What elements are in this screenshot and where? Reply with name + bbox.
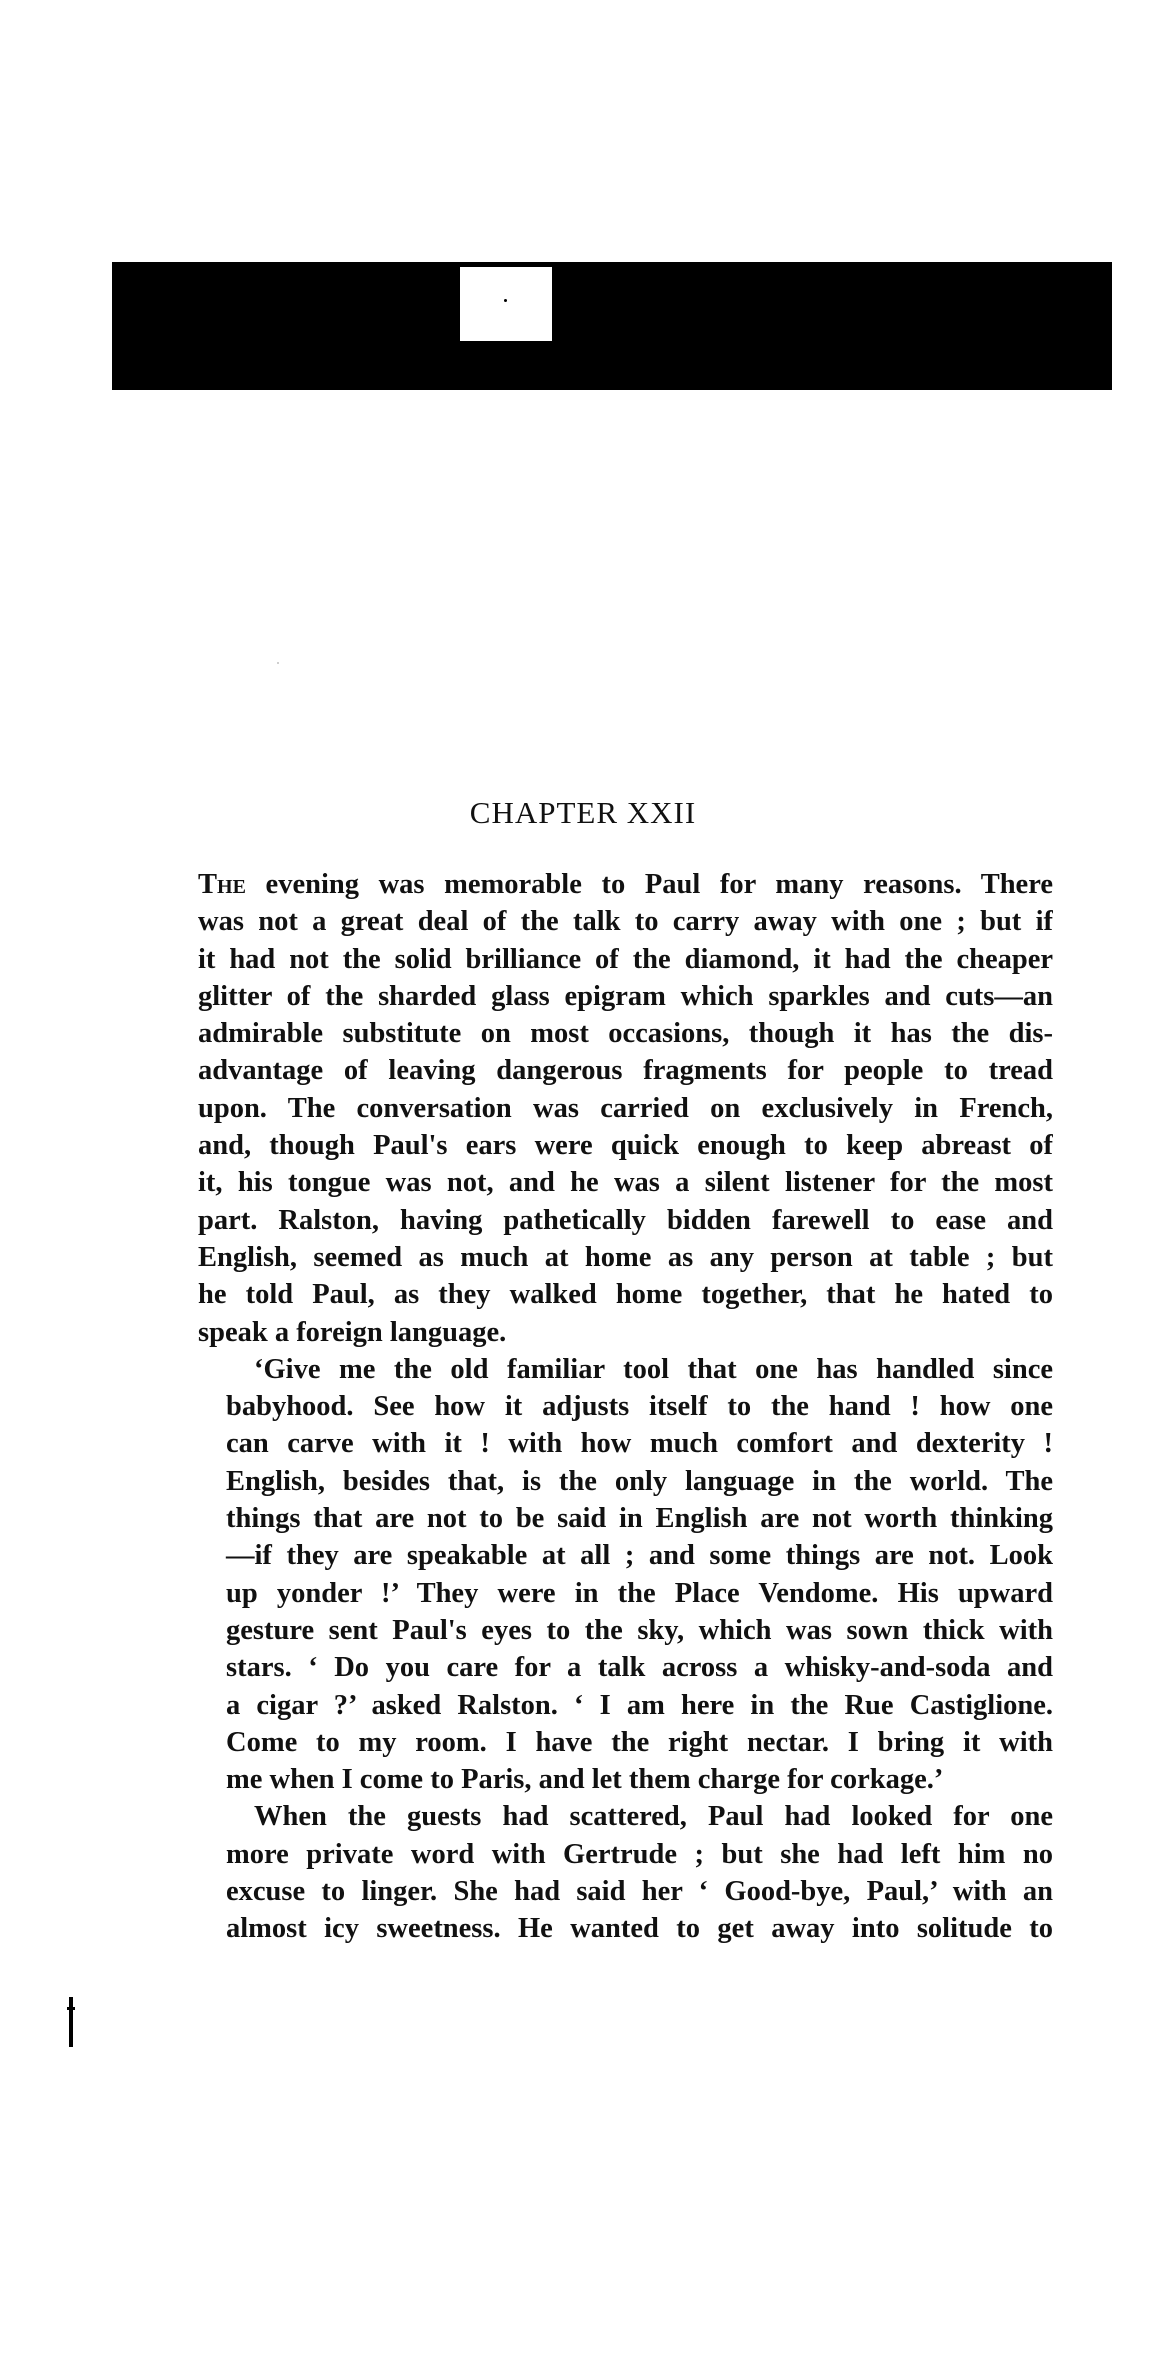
text-line: a cigar ?’ asked Ralston. ‘ I am here in the Rue Castiglione. <box>226 1689 1053 1721</box>
text-line: up yonder !’ They were in the Place Vendome. His upward <box>226 1577 1053 1609</box>
text-line: me when I come to Paris, and let them charge for corkage.’ <box>226 1764 944 1796</box>
text-line: Come to my room. I have the right nectar. I bring it with <box>226 1726 1053 1758</box>
margin-mark <box>69 1997 73 2047</box>
text-line: upon. The conversation was carried on exclusively in French, <box>198 1092 1053 1124</box>
text-line: things that are not to be said in English are not worth thinking <box>226 1503 1053 1535</box>
paragraph-1 <box>198 866 1053 1351</box>
paragraph-3 <box>198 1798 1053 1947</box>
scan-dot <box>504 299 507 302</box>
text-line: The evening was memorable to Paul for many reasons. There <box>198 869 1053 900</box>
text-line: stars. ‘ Do you care for a talk across a whisky-and-soda and <box>226 1652 1053 1684</box>
text-line: gesture sent Paul's eyes to the sky, which was sown thick with <box>226 1614 1053 1646</box>
text-line: almost icy sweetness. He wanted to get away into solitude to <box>226 1913 1053 1945</box>
text-line: part. Ralston, having pathetically bidden farewell to ease and <box>198 1204 1053 1236</box>
text-line: admirable substitute on most occasions, though it has the dis- <box>198 1018 1053 1050</box>
drop-lead: The <box>198 869 246 900</box>
body-text <box>198 866 1053 1948</box>
text-line: excuse to linger. She had said her ‘ Good-bye, Paul,’ with an <box>226 1876 1053 1908</box>
text-line: speak a foreign language. <box>198 1316 507 1348</box>
text-line: it had not the solid brilliance of the diamond, it had the cheaper <box>198 943 1053 975</box>
text-line: English, seemed as much at home as any person at table ; but <box>198 1241 1053 1273</box>
paragraph-2 <box>198 1351 1053 1799</box>
scan-black-bar <box>112 262 1112 390</box>
text-line: ‘Give me the old familiar tool that one has handled since <box>254 1353 1053 1385</box>
text-line: —if they are speakable at all ; and some things are not. Look <box>226 1540 1053 1572</box>
text-line: and, though Paul's ears were quick enough to keep abreast of <box>198 1130 1053 1162</box>
text-line: can carve with it ! with how much comfort and dexterity ! <box>226 1428 1053 1460</box>
text-line: he told Paul, as they walked home together, that he hated to <box>198 1279 1053 1311</box>
scan-notch <box>460 267 552 341</box>
text-line: babyhood. See how it adjusts itself to the hand ! how one <box>226 1391 1053 1423</box>
text-line: glitter of the sharded glass epigram which sparkles and cuts—an <box>198 980 1053 1012</box>
text-line: advantage of leaving dangerous fragments for people to tread <box>198 1055 1053 1087</box>
text-line: English, besides that, is the only language in the world. The <box>226 1465 1053 1497</box>
text-line: was not a great deal of the talk to carry away with one ; but if <box>198 906 1053 938</box>
scan-speck <box>277 662 279 664</box>
chapter-heading: CHAPTER XXII <box>469 795 697 830</box>
text-line: When the guests had scattered, Paul had looked for one <box>254 1801 1053 1833</box>
text-line: more private word with Gertrude ; but she had left him no <box>226 1838 1053 1870</box>
text-line: it, his tongue was not, and he was a silent listener for the most <box>198 1167 1053 1199</box>
